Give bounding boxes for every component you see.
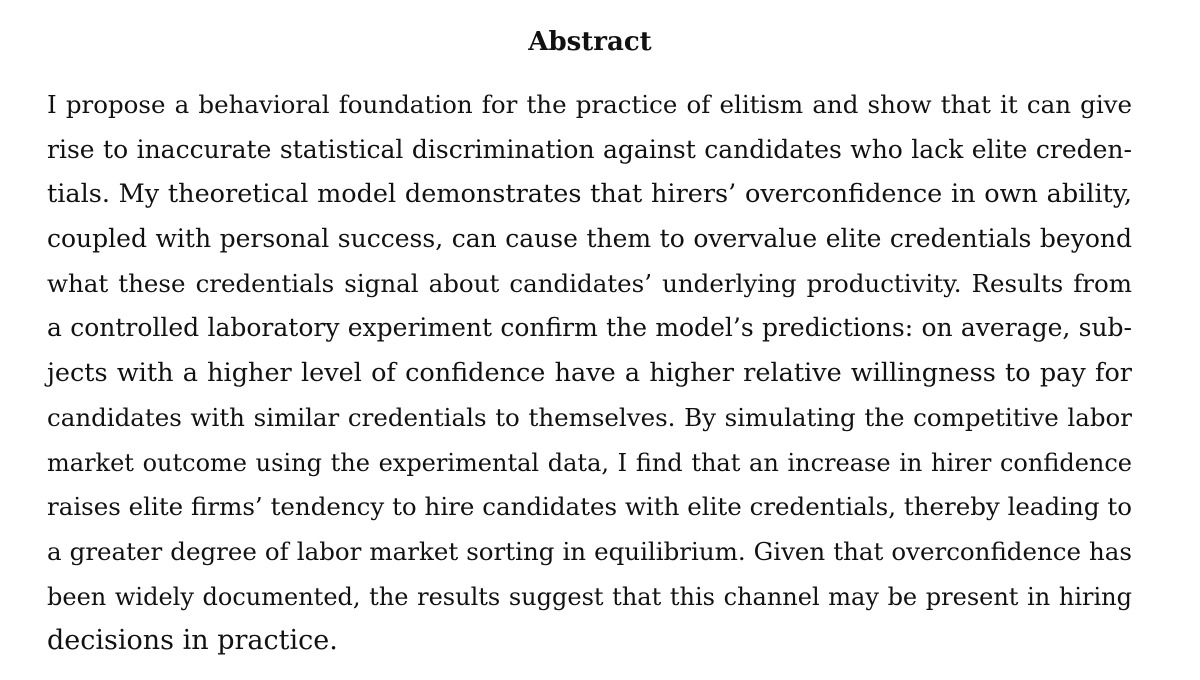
abstract-line: tials. My theoretical model demonstrates that hirers’ overconfidence in own ability, [47, 179, 1132, 210]
abstract-line: I propose a behavioral foundation for the practice of elitism and show that it can give [47, 90, 1132, 119]
abstract-line: jects with a higher level of confidence have a higher relative willingness to pay for [47, 358, 1132, 389]
abstract-line: decisions in practice. [47, 625, 338, 657]
abstract-line: coupled with personal success, can cause them to overvalue elite credentials beyond [47, 224, 1132, 254]
abstract-line: a greater degree of labor market sorting in equilibrium. Given that overconfidence has [47, 536, 1132, 566]
abstract-line: a controlled laboratory experiment confirm the model’s predictions: on average, sub- [47, 313, 1132, 343]
abstract-line: candidates with similar credentials to themselves. By simulating the competitive labor [47, 402, 1132, 432]
abstract-line: what these credentials signal about candidates’ underlying productivity. Results from [47, 268, 1132, 298]
abstract-heading: Abstract [528, 27, 652, 57]
abstract-line: raises elite firms’ tendency to hire candidates with elite credentials, thereby leading to [47, 492, 1132, 522]
abstract-line: rise to inaccurate statistical discrimination against candidates who lack elite creden- [47, 134, 1132, 164]
abstract-line: been widely documented, the results suggest that this channel may be present in hiring [47, 582, 1132, 611]
abstract-paragraph [47, 83, 1132, 664]
abstract-line: market outcome using the experimental data, I find that an increase in hirer confidence [47, 448, 1132, 477]
